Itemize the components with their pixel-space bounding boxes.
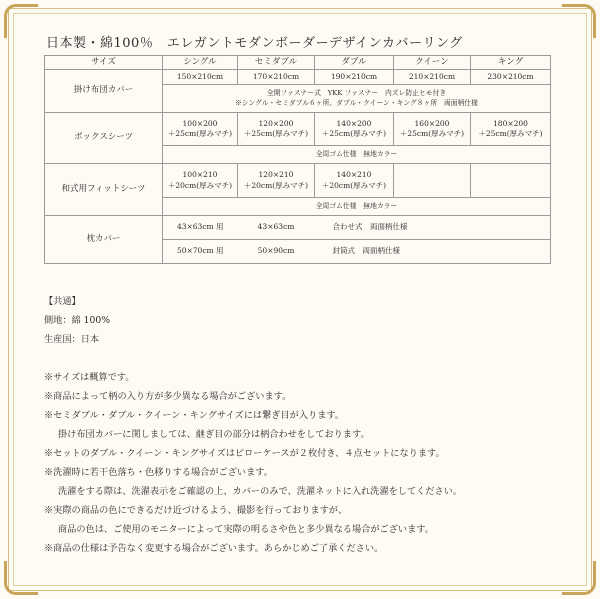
size-value: 160×200 — [414, 118, 450, 128]
size-cell — [238, 113, 315, 146]
page-title: 日本製・綿100％ エレガントモダンボーダーデザインカバーリング — [46, 36, 463, 51]
header-cell: クイーン — [394, 56, 471, 70]
corner-ornament — [4, 561, 38, 595]
common-header: 【共通】 — [44, 296, 81, 307]
spec-note — [163, 85, 551, 113]
origin-text: 生産国：日本 — [44, 334, 100, 345]
empty-cell — [394, 164, 471, 198]
table-row — [45, 164, 551, 198]
gusset-value: ＋25cm(厚みマチ) — [167, 129, 233, 138]
gusset-value: ＋25cm(厚みマチ) — [399, 129, 465, 138]
table-row — [45, 216, 551, 240]
size-cell: 210×210cm — [394, 70, 471, 85]
size-cell — [163, 164, 238, 198]
table-row — [45, 70, 551, 85]
empty-cell — [471, 164, 551, 198]
corner-ornament — [4, 4, 38, 38]
gusset-value: ＋25cm(厚みマチ) — [243, 129, 309, 138]
size-cell — [163, 113, 238, 146]
note-line: ※実際の商品の色にできるだけ近づけるよう、撮影を行っておりますが、 — [44, 505, 348, 516]
size-cell — [315, 113, 394, 146]
size-cell — [315, 164, 394, 198]
size-cell — [471, 113, 551, 146]
header-cell: セミダブル — [238, 56, 315, 70]
header-cell: ダブル — [315, 56, 394, 70]
kakebuton-note-1: 全開ファスナー式 YKK ファスナー 内ズレ防止ヒモ付き — [266, 88, 447, 97]
spec-note: 全周ゴム仕様 無地カラー — [163, 198, 551, 216]
row-label-pillow: 枕カバー — [45, 216, 163, 264]
note-line: ※セミダブル・ダブル・クイーン・キングサイズには繋ぎ目が入ります。 — [44, 410, 345, 421]
table-row — [45, 113, 551, 146]
gusset-value: ＋25cm(厚みマチ) — [478, 129, 543, 138]
table-header-row — [45, 56, 551, 70]
spec-note: 全周ゴム仕様 無地カラー — [163, 146, 551, 164]
size-value: 140×210 — [336, 170, 372, 180]
gusset-value: ＋25cm(厚みマチ) — [321, 129, 387, 138]
size-cell — [238, 164, 315, 198]
row-label-box: ボックスシーツ — [45, 113, 163, 164]
size-cell: 230×210cm — [471, 70, 551, 85]
size-value: 100×200 — [182, 118, 218, 128]
size-value: 120×210 — [258, 170, 294, 180]
material-text: 側地：綿 100% — [44, 315, 110, 326]
note-line: 商品の色は、ご使用のモニターによって実際の明るさや色と多少異なる場合がございます。 — [58, 524, 434, 535]
note-line: ※商品によって柄の入り方が多少異なる場合がございます。 — [44, 391, 292, 402]
size-value: 120×200 — [258, 118, 294, 128]
pillow-dimension: 50×90cm — [238, 240, 315, 264]
pillow-size: 50×70cm 用 — [163, 240, 238, 264]
gusset-value: ＋20cm(厚みマチ) — [321, 180, 387, 190]
size-value: 180×200 — [493, 118, 528, 128]
header-cell: シングル — [163, 56, 238, 70]
pillow-dimension: 43×63cm — [238, 216, 315, 240]
pillow-type: 封筒式 両面柄仕様 — [315, 240, 551, 264]
note-line: ※洗濯時に若干色落ち・色移りする場合がございます。 — [44, 467, 273, 478]
size-value: 100×210 — [182, 170, 218, 180]
note-line: ※セットのダブル・クイーン・キングサイズはピローケースが２枚付き、４点セットになります。 — [44, 448, 445, 459]
pillow-type: 合わせ式 両面柄仕様 — [315, 216, 551, 240]
gusset-value: ＋20cm(厚みマチ) — [167, 180, 233, 190]
size-value: 140×200 — [336, 118, 372, 128]
note-line: ※サイズは概算です。 — [44, 372, 135, 383]
size-cell: 190×210cm — [315, 70, 394, 85]
gusset-value: ＋20cm(厚みマチ) — [243, 180, 309, 190]
kakebuton-note-2: ※シングル・セミダブル６ヶ所、ダブル・クイーン・キング８ヶ所 両面柄仕様 — [235, 98, 478, 107]
size-cell: 170×210cm — [238, 70, 315, 85]
size-cell — [394, 113, 471, 146]
header-cell: サイズ — [45, 56, 163, 70]
note-line: 洗濯をする際は、洗濯表示をご確認の上、カバーのみで、洗濯ネットに入れ洗濯をしてください。 — [58, 486, 463, 497]
size-cell: 150×210cm — [163, 70, 238, 85]
corner-ornament — [562, 4, 596, 38]
header-cell: キング — [471, 56, 551, 70]
row-label-kakebuton: 掛け布団カバー — [45, 70, 163, 113]
note-line: ※商品の仕様は予告なく変更する場合がございます。あらかじめご了承ください。 — [44, 543, 384, 554]
size-spec-table — [44, 55, 551, 264]
notes-section — [44, 292, 564, 558]
row-label-fitted: 和式用フィットシーツ — [45, 164, 163, 216]
note-line: 掛け布団カバーに関しましては、継ぎ目の部分は柄合わせをしております。 — [58, 429, 370, 440]
spacer — [44, 349, 564, 368]
pillow-size: 43×63cm 用 — [163, 216, 238, 240]
corner-ornament — [562, 561, 596, 595]
